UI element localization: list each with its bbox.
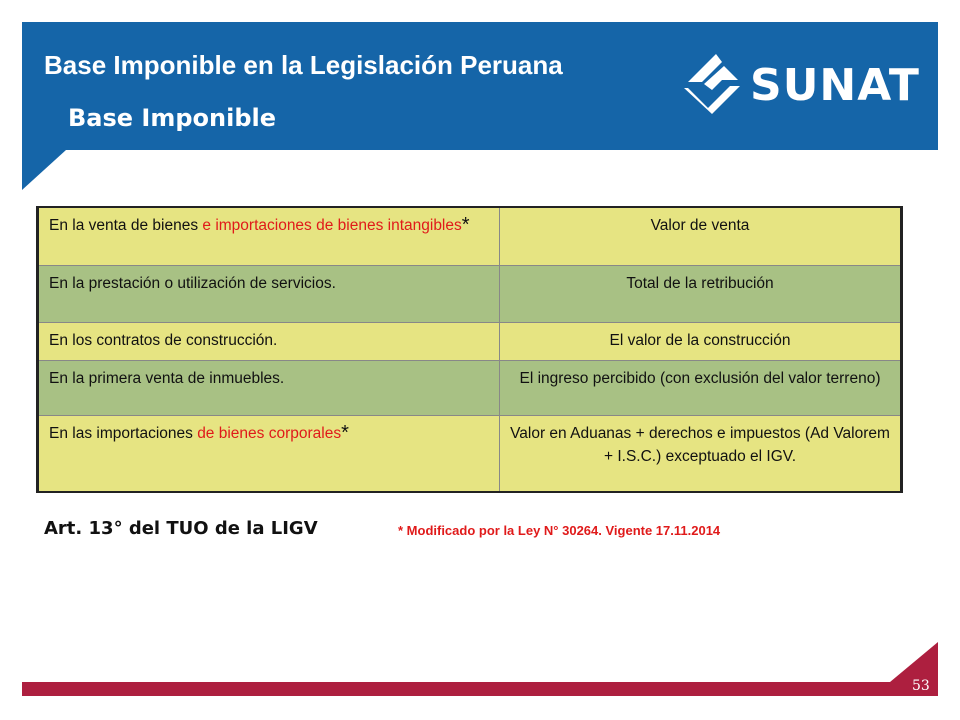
table-row — [38, 207, 902, 265]
page-number: 53 — [912, 678, 930, 694]
table-row — [38, 415, 902, 492]
article-reference: Art. 13° del TUO de la LIGV — [44, 518, 318, 539]
cell-text: En las importaciones — [49, 424, 198, 442]
sunat-emblem-icon — [682, 52, 744, 118]
page-subtitle: Base Imponible — [68, 104, 277, 132]
footnote: * Modificado por la Ley N° 30264. Vigente 17.11.2014 — [398, 523, 721, 538]
cell-text-emphasis: de bienes corporales — [197, 424, 342, 442]
table-cell-concept: En la primera venta de inmuebles. — [38, 360, 500, 415]
asterisk-mark: * — [341, 421, 349, 444]
table-cell-base: Valor en Aduanas + derechos e impuestos (Ad Valorem + I.S.C.) exceptuado el IGV. — [500, 415, 902, 492]
table-cell-concept — [38, 207, 500, 265]
table-cell-base: Total de la retribución — [500, 265, 902, 322]
sunat-logo-text: SUNAT — [750, 59, 920, 111]
table-row — [38, 322, 902, 360]
table-row — [38, 265, 902, 322]
table-cell-concept — [38, 415, 500, 492]
table-cell-concept: En la prestación o utilización de servicios. — [38, 265, 500, 322]
table-row — [38, 360, 902, 415]
page-title: Base Imponible en la Legislación Peruana — [44, 50, 563, 80]
cell-text: En la venta de bienes — [49, 217, 203, 234]
sunat-logo — [682, 52, 920, 118]
footer-band — [0, 640, 960, 720]
table-cell-concept: En los contratos de construcción. — [38, 322, 500, 360]
table-cell-base: El valor de la construcción — [500, 322, 902, 360]
table-cell-base: Valor de venta — [500, 207, 902, 265]
cell-text-emphasis: e importaciones de bienes intangibles — [202, 217, 462, 234]
table-cell-base: El ingreso percibido (con exclusión del valor terreno) — [500, 360, 902, 415]
asterisk-mark: * — [461, 214, 470, 236]
base-imponible-table — [36, 206, 903, 493]
